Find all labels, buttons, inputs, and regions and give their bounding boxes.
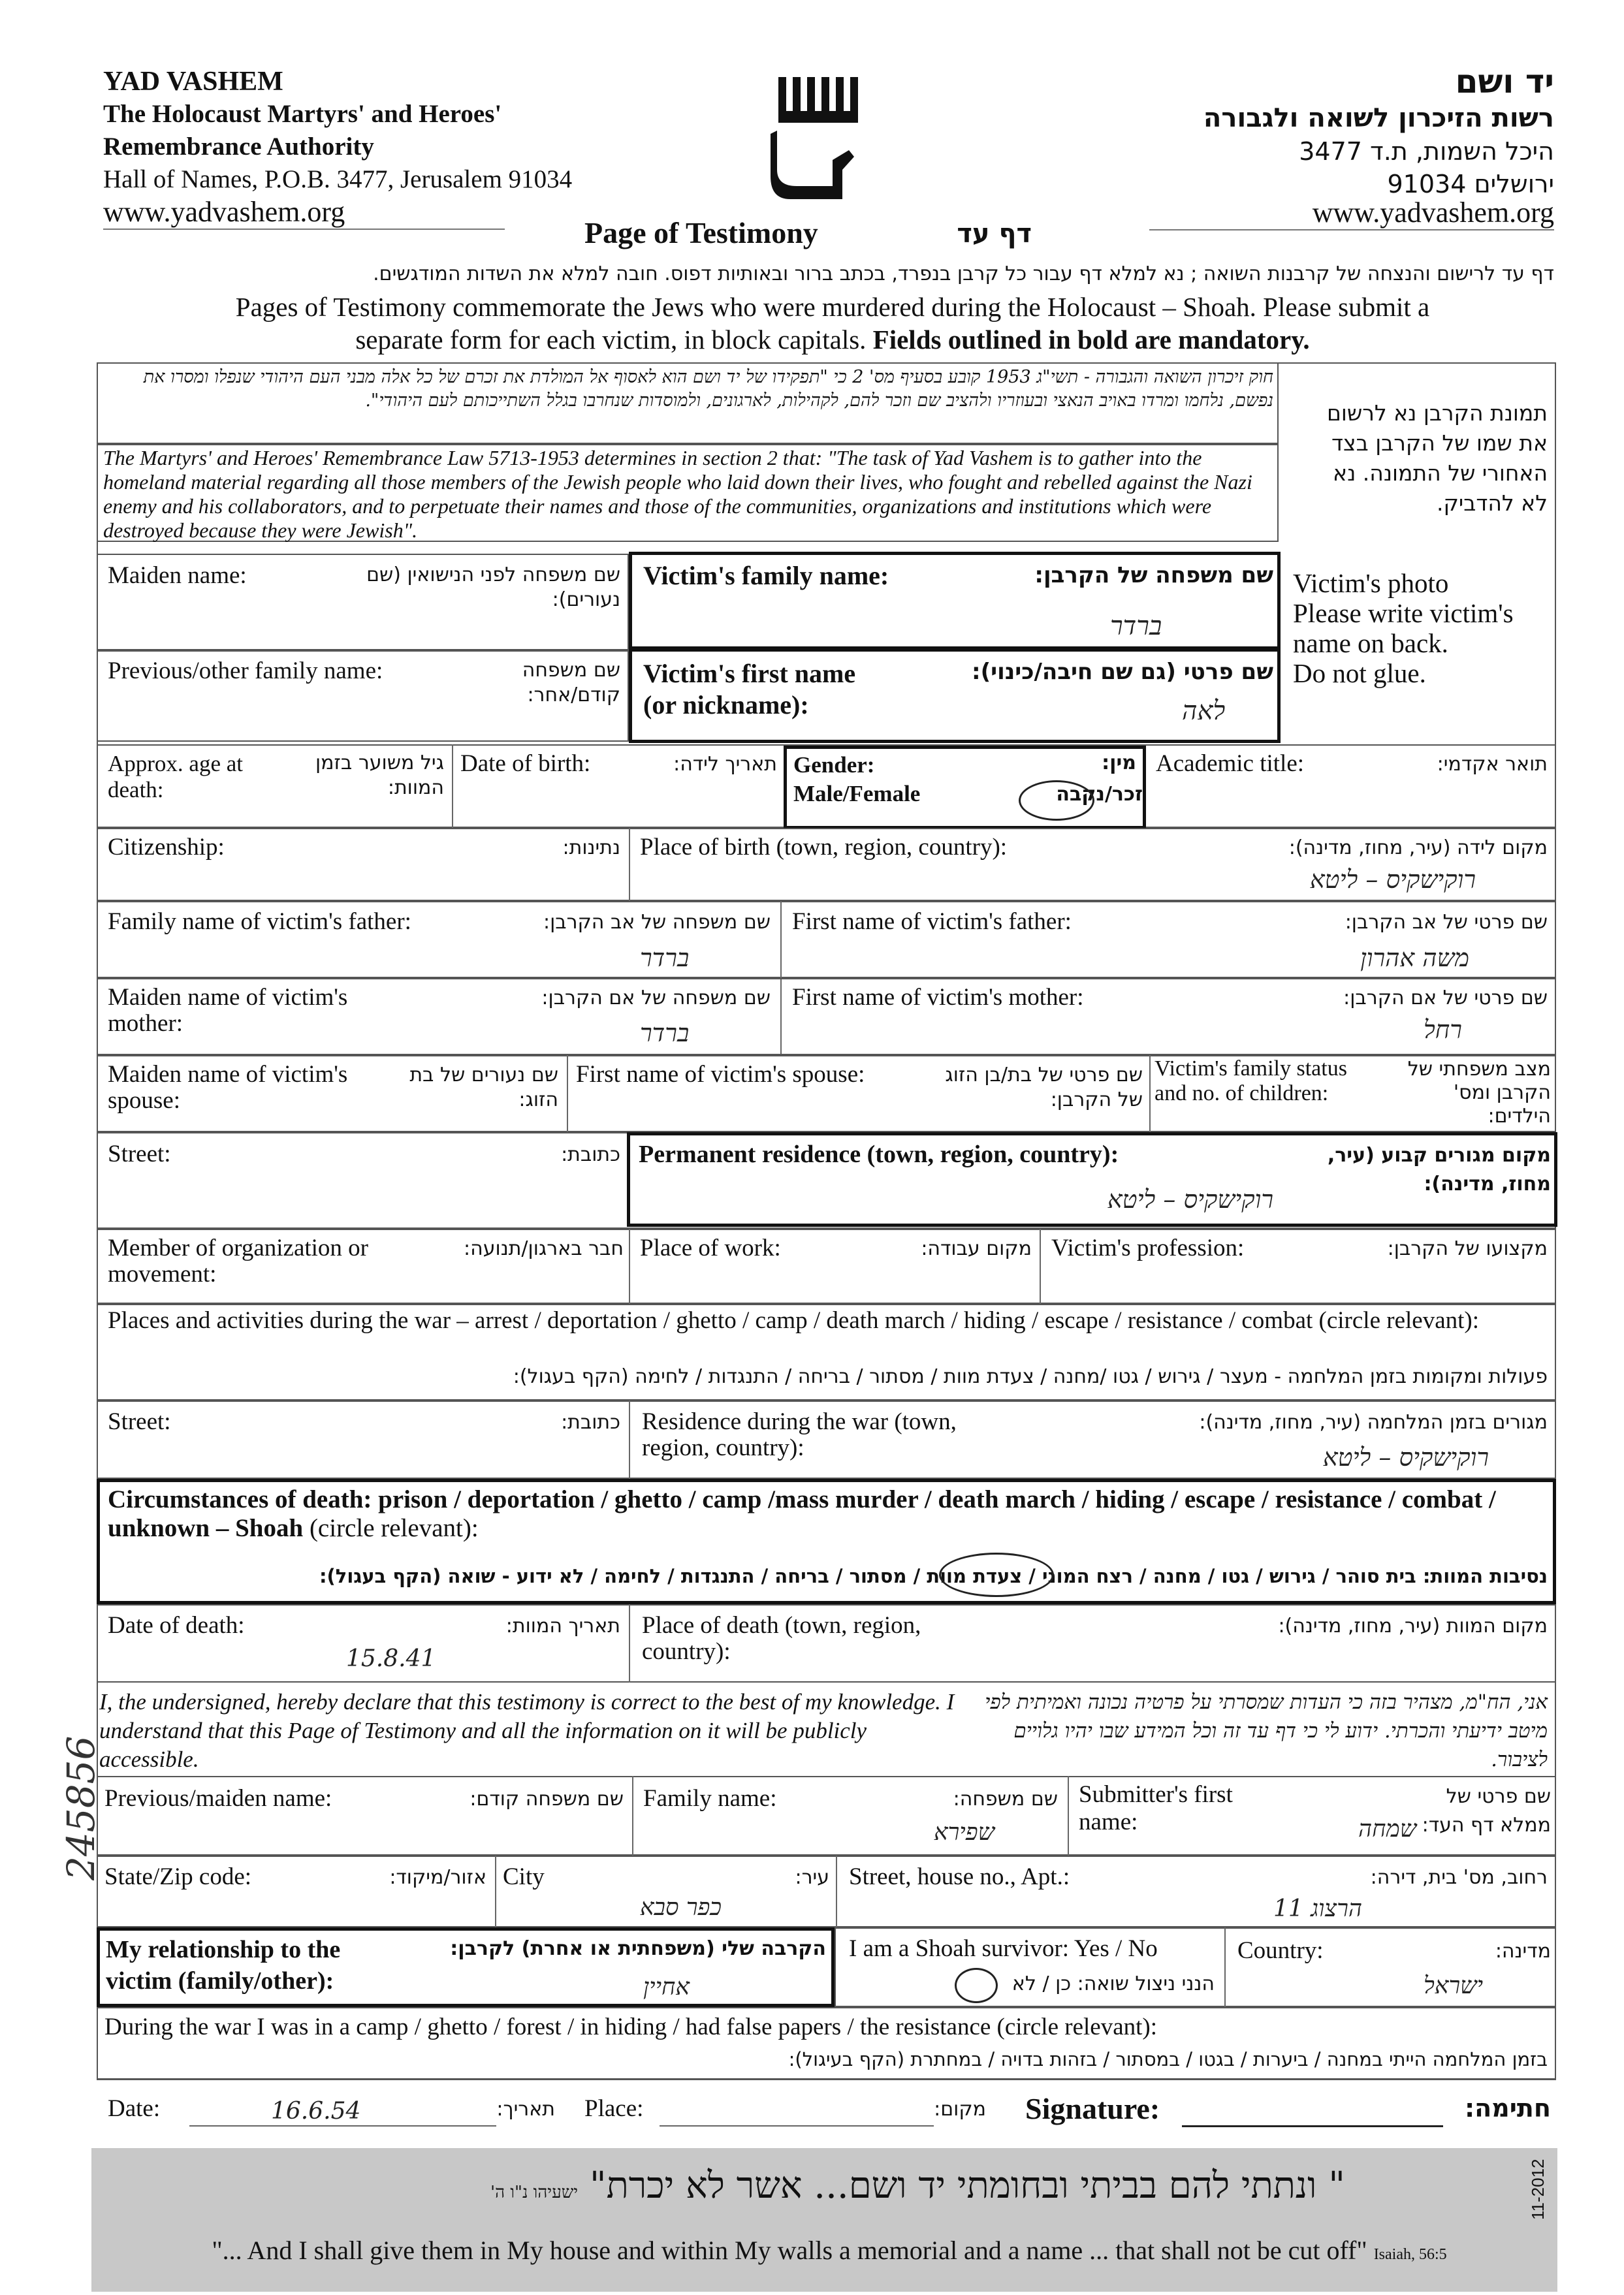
place-of-birth-label-he: מקום לידה (עיר, מחוז, מדינה): xyxy=(1288,836,1548,859)
place-line[interactable] xyxy=(660,2125,934,2127)
circumstances-of-death-label xyxy=(108,1485,1538,1543)
date-of-death-label: Date of death: xyxy=(108,1612,245,1639)
org-name-en: YAD VASHEM xyxy=(103,67,283,97)
during-war-label: During the war I was in a camp / ghetto / forest / in hiding / had false papers / the resistance (circle relevant): xyxy=(104,2014,1158,2040)
footer-quote-en xyxy=(114,2234,1544,2271)
place-of-death-label: Place of death (town, region, country): xyxy=(642,1612,921,1665)
maiden-name-label-he: שם משפחה לפני הנישואין (שם נעורים): xyxy=(366,563,620,611)
mother-maiden-name-label: Maiden name of victim's mother: xyxy=(108,984,348,1037)
citizenship-label-he: נתינות: xyxy=(562,836,620,859)
victim-first-name-value: לאה xyxy=(1182,696,1226,726)
submitter-previous-name-label-he: שם משפחה קודם: xyxy=(470,1788,624,1811)
date-label-he: תאריך: xyxy=(496,2098,555,2121)
place-label: Place: xyxy=(584,2095,644,2122)
maiden-name-label: Maiden name: xyxy=(108,562,247,589)
divider xyxy=(629,1229,630,1304)
divider xyxy=(495,1856,496,1927)
date-of-death-label-he: תאריך המוות: xyxy=(505,1615,620,1638)
relationship-label: My relationship to the victim (family/other): xyxy=(106,1936,341,1995)
citizenship-label: Citizenship: xyxy=(108,834,225,861)
page-title: Page of Testimony xyxy=(584,216,818,249)
victim-first-name-label-he: שם פרטי (גם שם חיבה/כינוי): xyxy=(972,659,1273,685)
survivor-no-circle-mark xyxy=(955,1968,998,2003)
intro-en-bold: Fields outlined in bold are mandatory. xyxy=(872,324,1310,355)
mother-maiden-name-value: ברדר xyxy=(640,1019,690,1047)
footer-quote-he-text: " ונתתי להם בביתי ובחומתי יד ושם... אשר לא יכרת" xyxy=(589,2164,1345,2207)
submitter-family-name-label-he: שם משפחה: xyxy=(953,1788,1058,1811)
org-url-he[interactable]: www.yadvashem.org xyxy=(1149,196,1554,230)
relationship-value: אחיין xyxy=(643,1974,690,2001)
street-address-value: הרצוג 11 xyxy=(1273,1895,1362,1922)
gender-label-he: מין: xyxy=(1102,752,1136,774)
date-of-birth-label: Date of birth: xyxy=(460,750,591,777)
photo-line-1: Victim's photo xyxy=(1293,568,1449,598)
photo-line-3: name on back. xyxy=(1293,628,1448,658)
father-family-name-label-he: שם משפחה של אב הקרבן: xyxy=(543,911,771,934)
signature-line[interactable] xyxy=(1182,2125,1443,2127)
mass-murder-circle-mark xyxy=(939,1553,1054,1597)
circumstances-of-death-label-he: נסיבות המוות: בית סוהר / גירוש / גטו / מחנה / רצח המוני / צעדת מוות / מסתור / בריחה / התנגדות / לחימה / לא ידוע - שואה (הקף בעגול): xyxy=(319,1565,1548,1587)
city-label: City xyxy=(503,1863,545,1890)
zip-code-label-he: אזור/מיקוד: xyxy=(389,1866,486,1889)
divider xyxy=(452,744,453,828)
age-at-death-label: Approx. age at death: xyxy=(108,751,244,802)
academic-title-label-he: תואר אקדמי: xyxy=(1437,753,1548,776)
during-war-label-he: בזמן המלחמה הייתי במחנה / ביערות / בגטו / במסתור / בזהות בדויה / במחתרת (הקף בעיגול): xyxy=(788,2048,1548,2070)
org-subtitle-he: רשות הזיכרון לשואה ולגבורה xyxy=(1203,103,1554,133)
org-url-en[interactable]: www.yadvashem.org xyxy=(103,196,505,230)
organization-label: Member of organization or movement: xyxy=(108,1235,368,1288)
divider xyxy=(629,828,630,901)
org-subtitle-1: The Holocaust Martyrs' and Heroes' xyxy=(103,100,502,128)
footer-quote-he xyxy=(326,2164,1345,2214)
gender-options-he: זכר/נקבה xyxy=(1056,783,1143,806)
place-of-work-label: Place of work: xyxy=(640,1235,781,1261)
footer-quote-en-source: Isaiah, 56:5 xyxy=(1373,2246,1447,2263)
declaration-he: אני, הח"מ, מצהיר בזה כי העדות שמסרתי על פרטיה נכונה ואמיתית לפי מיטב ידיעתי והכרתי. ידוע לי כי דף עד זה וכל המידע שבו יהיו גלויים לציבור. xyxy=(985,1690,1548,1771)
org-address-he-1: היכל השמות, ת.ד 3477 xyxy=(1299,137,1554,166)
previous-family-name-label-he: שם משפחה קודם/אחר: xyxy=(522,659,620,706)
relationship-label-he: הקרבה שלי (משפחתית או אחרת) לקרבן: xyxy=(450,1937,826,1960)
zip-code-label: State/Zip code: xyxy=(104,1863,252,1890)
submitter-family-name-value: שפירא xyxy=(934,1819,995,1846)
mother-maiden-name-label-he: שם משפחה של אם הקרבן: xyxy=(541,987,771,1009)
submitter-first-name-label: Submitter's first name: xyxy=(1079,1781,1233,1835)
spouse-first-name-label-he: שם פרטי של בת/בן הזוג של הקרבן: xyxy=(945,1064,1143,1111)
date-label: Date: xyxy=(108,2095,161,2122)
yad-vashem-logo xyxy=(771,72,865,209)
submitter-previous-name-label: Previous/maiden name: xyxy=(104,1785,332,1812)
war-residence-label-he: מגורים בזמן המלחמה (עיר, מחוז, מדינה): xyxy=(1199,1411,1548,1434)
date-of-birth-label-he: תאריך לידה: xyxy=(673,753,777,776)
organization-label-he: חבר בארגון/תנועה: xyxy=(464,1237,624,1260)
war-street-label-he: כתובת: xyxy=(561,1411,620,1434)
divider xyxy=(1224,1927,1226,2007)
archive-stamp-number: 245856 xyxy=(59,1735,103,1880)
place-of-birth-label: Place of birth (town, region, country): xyxy=(640,834,1008,861)
place-of-work-label-he: מקום עבודה: xyxy=(921,1237,1032,1260)
street-label-he: כתובת: xyxy=(561,1143,620,1166)
war-activities-label: Places and activities during the war – arrest / deportation / ghetto / camp / death march / hiding / escape / resistance / combat (circle relevant): xyxy=(108,1307,1480,1334)
divider xyxy=(629,1401,630,1479)
country-label: Country: xyxy=(1237,1937,1324,1964)
spouse-maiden-name-label-he: שם נעורים של בת הזוג: xyxy=(409,1064,558,1111)
victim-family-name-value: ברדר xyxy=(1110,611,1162,641)
mother-first-name-label-he: שם פרטי של אם הקרבן: xyxy=(1343,987,1548,1009)
father-family-name-label: Family name of victim's father: xyxy=(108,908,411,935)
footer-quote-he-source: ישעיהו נ"ו ה' xyxy=(490,2183,579,2202)
org-address-en: Hall of Names, P.O.B. 3477, Jerusalem 91034 xyxy=(103,165,573,193)
academic-title-label: Academic title: xyxy=(1156,750,1305,777)
father-first-name-value: משה אהרון xyxy=(1360,943,1469,972)
divider xyxy=(632,1776,633,1856)
father-first-name-label: First name of victim's father: xyxy=(792,908,1072,935)
country-value: ישראל xyxy=(1424,1972,1484,1999)
signature-label: Signature: xyxy=(1025,2092,1160,2125)
signature-label-he: חתימה: xyxy=(1464,2094,1551,2123)
photo-instructions-he: תמונת הקרבן נא לרשום את שמו של הקרבן בצד האחורי של התמונה. נא לא להדביק. xyxy=(1326,400,1548,516)
permanent-residence-label-he: מקום מגורים קבוע (עיר, מחוז, מדינה): xyxy=(1327,1144,1551,1195)
date-value: 16.6.54 xyxy=(271,2098,361,2125)
permanent-residence-value: רוקישקיס – ליטא xyxy=(1107,1185,1273,1214)
street-label: Street: xyxy=(108,1141,171,1167)
photo-box[interactable] xyxy=(1293,568,1554,688)
declaration-en: I, the undersigned, hereby declare that this testimony is correct to the best of my knowledge. I understand that this Page of Testimony and all the information on it will be publicly accessible. xyxy=(99,1689,955,1772)
place-of-death-label-he: מקום המוות (עיר, מחוז, מדינה): xyxy=(1278,1615,1548,1638)
war-residence-value: רוקישקיס – ליטא xyxy=(1322,1443,1489,1472)
war-street-label: Street: xyxy=(108,1408,171,1435)
gender-label: Gender: Male/Female xyxy=(793,752,921,806)
submitter-family-name-label: Family name: xyxy=(643,1785,777,1812)
circumstances-text: Circumstances of death: prison / deportation / ghetto / camp /mass murder / death march / hiding / escape / resistance / combat / unknown – Shoah xyxy=(108,1485,1496,1542)
intro-en-text: Pages of Testimony commemorate the Jews who were murdered during the Holocaust – Shoah. Please submit a separate form for each victim, in block capitals. xyxy=(235,292,1430,355)
footer-quote-en-text: "... And I shall give them in My house and within My walls a memorial and a name ... that shall not be cut off" xyxy=(212,2236,1367,2265)
photo-line-2: Please write victim's xyxy=(1293,598,1514,628)
victim-family-name-label: Victim's family name: xyxy=(643,561,889,590)
shoah-survivor-label-he[interactable]: הנני ניצול שואה: כן / לא xyxy=(1011,1972,1215,1995)
divider xyxy=(567,1055,568,1132)
form-code: 11-2012 xyxy=(1528,2159,1548,2220)
war-residence-label: Residence during the war (town, region, country): xyxy=(642,1408,957,1461)
family-status-label-he: מצב משפחתי של הקרבן ומס' הילדים: xyxy=(1407,1058,1551,1128)
circumstances-circle-note: (circle relevant): xyxy=(309,1514,479,1542)
shoah-survivor-label[interactable]: I am a Shoah survivor: Yes / No xyxy=(849,1935,1158,1962)
city-value: כפר סבא xyxy=(640,1894,722,1921)
street-address-label-he: רחוב, מס' בית, דירה: xyxy=(1370,1866,1548,1889)
spouse-first-name-label: First name of victim's spouse: xyxy=(576,1061,865,1088)
war-activities-label-he: פעולות ומקומות בזמן המלחמה - מעצר / גירוש / גטו /מחנה / צעדת מוות / מסתור / בריחה / התנגדות / לחימה (הקף בעגול): xyxy=(513,1365,1548,1388)
father-first-name-label-he: שם פרטי של אב הקרבן: xyxy=(1345,911,1548,934)
victim-first-name-label: Victim's first name (or nickname): xyxy=(643,659,856,720)
place-label-he: מקום: xyxy=(934,2098,986,2121)
org-header-en xyxy=(103,65,639,230)
place-of-birth-value: רוקישקיס – ליטא xyxy=(1309,865,1476,894)
date-line[interactable] xyxy=(189,2125,496,2127)
org-name-he: יד ושם xyxy=(1455,63,1554,101)
divider xyxy=(1149,1055,1151,1132)
date-of-death-value: 15.8.41 xyxy=(346,1645,436,1672)
country-label-he: מדינה: xyxy=(1495,1940,1551,1963)
city-label-he: עיר: xyxy=(795,1866,829,1889)
father-family-name-value: ברדר xyxy=(640,943,690,972)
mother-first-name-label: First name of victim's mother: xyxy=(792,984,1084,1011)
intro-he: דף עד לרישום והנצחה של קרבנות השואה ; נא למלא דף עבור כל קרבן בנפרד, בכתב ברור ובאותיות דפוס. חובה למלא את השדות המודגשים. xyxy=(373,262,1554,285)
victim-family-name-label-he: שם משפחה של הקרבן: xyxy=(1034,562,1273,588)
org-header-he xyxy=(1058,62,1554,200)
permanent-residence-label: Permanent residence (town, region, country): xyxy=(639,1141,1119,1168)
spouse-maiden-name-label: Maiden name of victim's spouse: xyxy=(108,1061,348,1114)
divider xyxy=(1068,1776,1069,1856)
age-at-death-label-he: גיל משוער בזמן המוות: xyxy=(315,752,444,799)
intro-en xyxy=(196,291,1469,356)
gender-circle-mark xyxy=(1019,780,1094,821)
street-address-label: Street, house no., Apt.: xyxy=(849,1863,1070,1890)
divider xyxy=(629,1604,630,1683)
org-address-he-2: ירושלים 91034 xyxy=(1387,170,1554,198)
law-text-he: חוק זיכרון השואה והגבורה - תשי"ג 1953 קובע בסעיף מס' 2 כי "תפקידו של יד ושם הוא לאסוף אל המולדת את זכרם של כל אלה מבני העם היהודי שנפלו ומסרו את נפשם, נלחמו ומרדו באויב הנאצי ובעוזריו ולהציב שם וזכר להם, לקהילות, לארגונים, ולמוסדות שנחרבו בגלל השתייכותם לעם היהודי". xyxy=(143,367,1273,411)
family-status-label: Victim's family status and no. of children: xyxy=(1154,1056,1347,1105)
divider xyxy=(1040,1229,1041,1304)
previous-family-name-label: Previous/other family name: xyxy=(108,657,383,684)
victim-profession-label-he: מקצועו של הקרבן: xyxy=(1387,1237,1548,1260)
page-title-he: דף עד xyxy=(957,219,1032,249)
mother-first-name-value: רחל xyxy=(1424,1015,1462,1044)
org-subtitle-2: Remembrance Authority xyxy=(103,133,374,161)
victim-profession-label: Victim's profession: xyxy=(1051,1235,1245,1261)
photo-line-4: Do not glue. xyxy=(1293,658,1426,688)
submitter-first-name-label-he: שם פרטי של ממלא דף העד: xyxy=(1422,1785,1551,1837)
divider xyxy=(836,1856,837,1927)
submitter-first-name-value: שמחה xyxy=(1358,1816,1417,1843)
law-text-en: The Martyrs' and Heroes' Remembrance Law 5713-1953 determines in section 2 that: "The task of Yad Vashem is to gather into the homeland material regarding all those members of the Jewish people who laid down their lives, who fought and rebelled against the Nazi enemy and his collaborators, and to perpetuate their names and those of the communities, organizations and institutions which were destroyed because they were Jewish". xyxy=(103,446,1252,542)
